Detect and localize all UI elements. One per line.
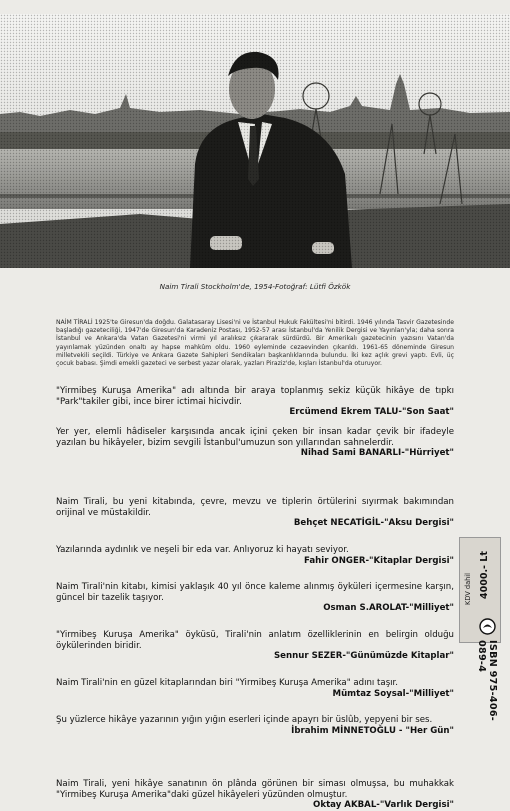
review-text: Yer yer, elemli hâdiseler karşısında ancak içini çeken bir insan kadar çevik bir ifadeyle yazılan bu hikâyeler, bizim sevgili İstanbul'umuzun son yıllarından sahnelerdir. xyxy=(56,427,454,448)
price-label: 4000.- Lt xyxy=(479,551,490,599)
author-biography: NAİM TİRALİ 1925'te Giresun'da doğdu. Galatasaray Lisesi'ni ve İstanbul Hukuk Fakültesi'ni bitirdi. 1946 yılında Tasvir Gazetesinde başladığı gazeteciliği, 1947'de Giresun'da Karadeniz Postası, 1952-57 arası İstanbul'da Yenilik Dergisi ve Yayınları'yla; daha sonra İstanbul ve Ankara'da Vatan Gazetesi'ni virmi yıl aralıksız çıkararak sürdürdü. Bir Amerikalı gazetecinin yazısını Vatan'da yayınlamak yüzünden onaltı ay hapse mahkûm oldu. 1960 eyleminde cezaevinden çıkarıldı. 1961-65 döneminde Giresun milletvekili seçildi. Türkiye ve Ankara Gazete Sahipleri Sendikaları başkanlıklarında bulundu. İki kez açlık grevi yaptı. Evli, üç çocuk babası. Şimdi emekli gazeteci ve serbest yazar olarak, yazları Piraziz'de, kışları İstanbul'da oturuyor. xyxy=(56,319,454,368)
review-source: Fahir ONGER-"Kitaplar Dergisi" xyxy=(303,555,454,566)
review-item xyxy=(56,497,454,529)
review-item xyxy=(56,427,454,459)
review-text: Naim Tirali'nin kitabı, kimisi yaklaşık 40 yıl önce kaleme alınmış öyküleri içermesine karşın, güncel bir tazelik taşıyor. xyxy=(56,582,454,603)
review-source: Mümtaz Soysal-"Milliyet" xyxy=(332,688,454,699)
review-source: Ercümend Ekrem TALU-"Son Saat" xyxy=(289,407,454,418)
review-source: Osman S.AROLAT-"Milliyet" xyxy=(323,603,454,614)
review-source: Sennur SEZER-"Günümüzde Kitaplar" xyxy=(273,651,454,662)
publisher-logo-icon xyxy=(479,618,496,635)
review-item xyxy=(56,678,454,699)
review-item xyxy=(56,630,454,662)
vat-label: KDV dahil xyxy=(464,573,472,605)
review-item xyxy=(56,582,454,614)
review-source: Oktay AKBAL-"Varlık Dergisi" xyxy=(313,800,454,811)
review-text: "Yirmibeş Kuruşa Amerika" adı altında bir araya toplanmış sekiz küçük hikâye de tıpkı "Park"takiler gibi, ince birer ictimai hicivdir. xyxy=(56,386,454,407)
review-source: Nihad Sami BANARLI-"Hürriyet" xyxy=(300,448,454,459)
author-portrait-photo xyxy=(0,14,510,268)
review-text: Naim Tirali, bu yeni kitabında, çevre, mevzu ve tiplerin örtülerini sıyırmak bakımından orijinal ve müstakildir. xyxy=(56,497,454,518)
review-text: "Yirmibeş Kuruşa Amerika" öyküsü, Tirali'nin anlatım özelliklerinin en belirgin olduğu öykülerinden biridir. xyxy=(56,630,454,651)
review-text: Şu yüzlerce hikâye yazarının yığın yığın eserleri içinde apayrı bir üslûb, yepyeni bir ses. xyxy=(56,715,433,725)
review-source: İbrahim MİNNETOĞLU - "Her Gün" xyxy=(291,725,454,736)
review-text: Naim Tirali'nin en güzel kitaplarından biri "Yirmibeş Kuruşa Amerika" adını taşır. xyxy=(56,678,399,688)
review-item xyxy=(56,545,454,566)
review-item xyxy=(56,715,454,736)
review-item xyxy=(56,779,454,811)
review-item xyxy=(56,386,454,418)
photo-caption: Naim Tirali Stockholm'de, 1954-Fotoğraf: Lütfi Özkök xyxy=(159,282,351,291)
isbn-number: ISBN 975-406-089-4 xyxy=(476,640,498,722)
price-sticker xyxy=(459,537,501,643)
review-text: Yazılarında aydınlık ve neşeli bir eda var. Anlıyoruz ki hayatı seviyor. xyxy=(56,545,349,555)
review-source: Behçet NECATİGİL-"Aksu Dergisi" xyxy=(293,518,454,529)
review-text: Naim Tirali, yeni hikâye sanatının ön plânda görünen bir siması olmuşsa, bu muhakkak "Yirmibeş Kuruşa Amerika"daki güzel hikâyeleri yüzünden olmuştur. xyxy=(56,779,454,800)
